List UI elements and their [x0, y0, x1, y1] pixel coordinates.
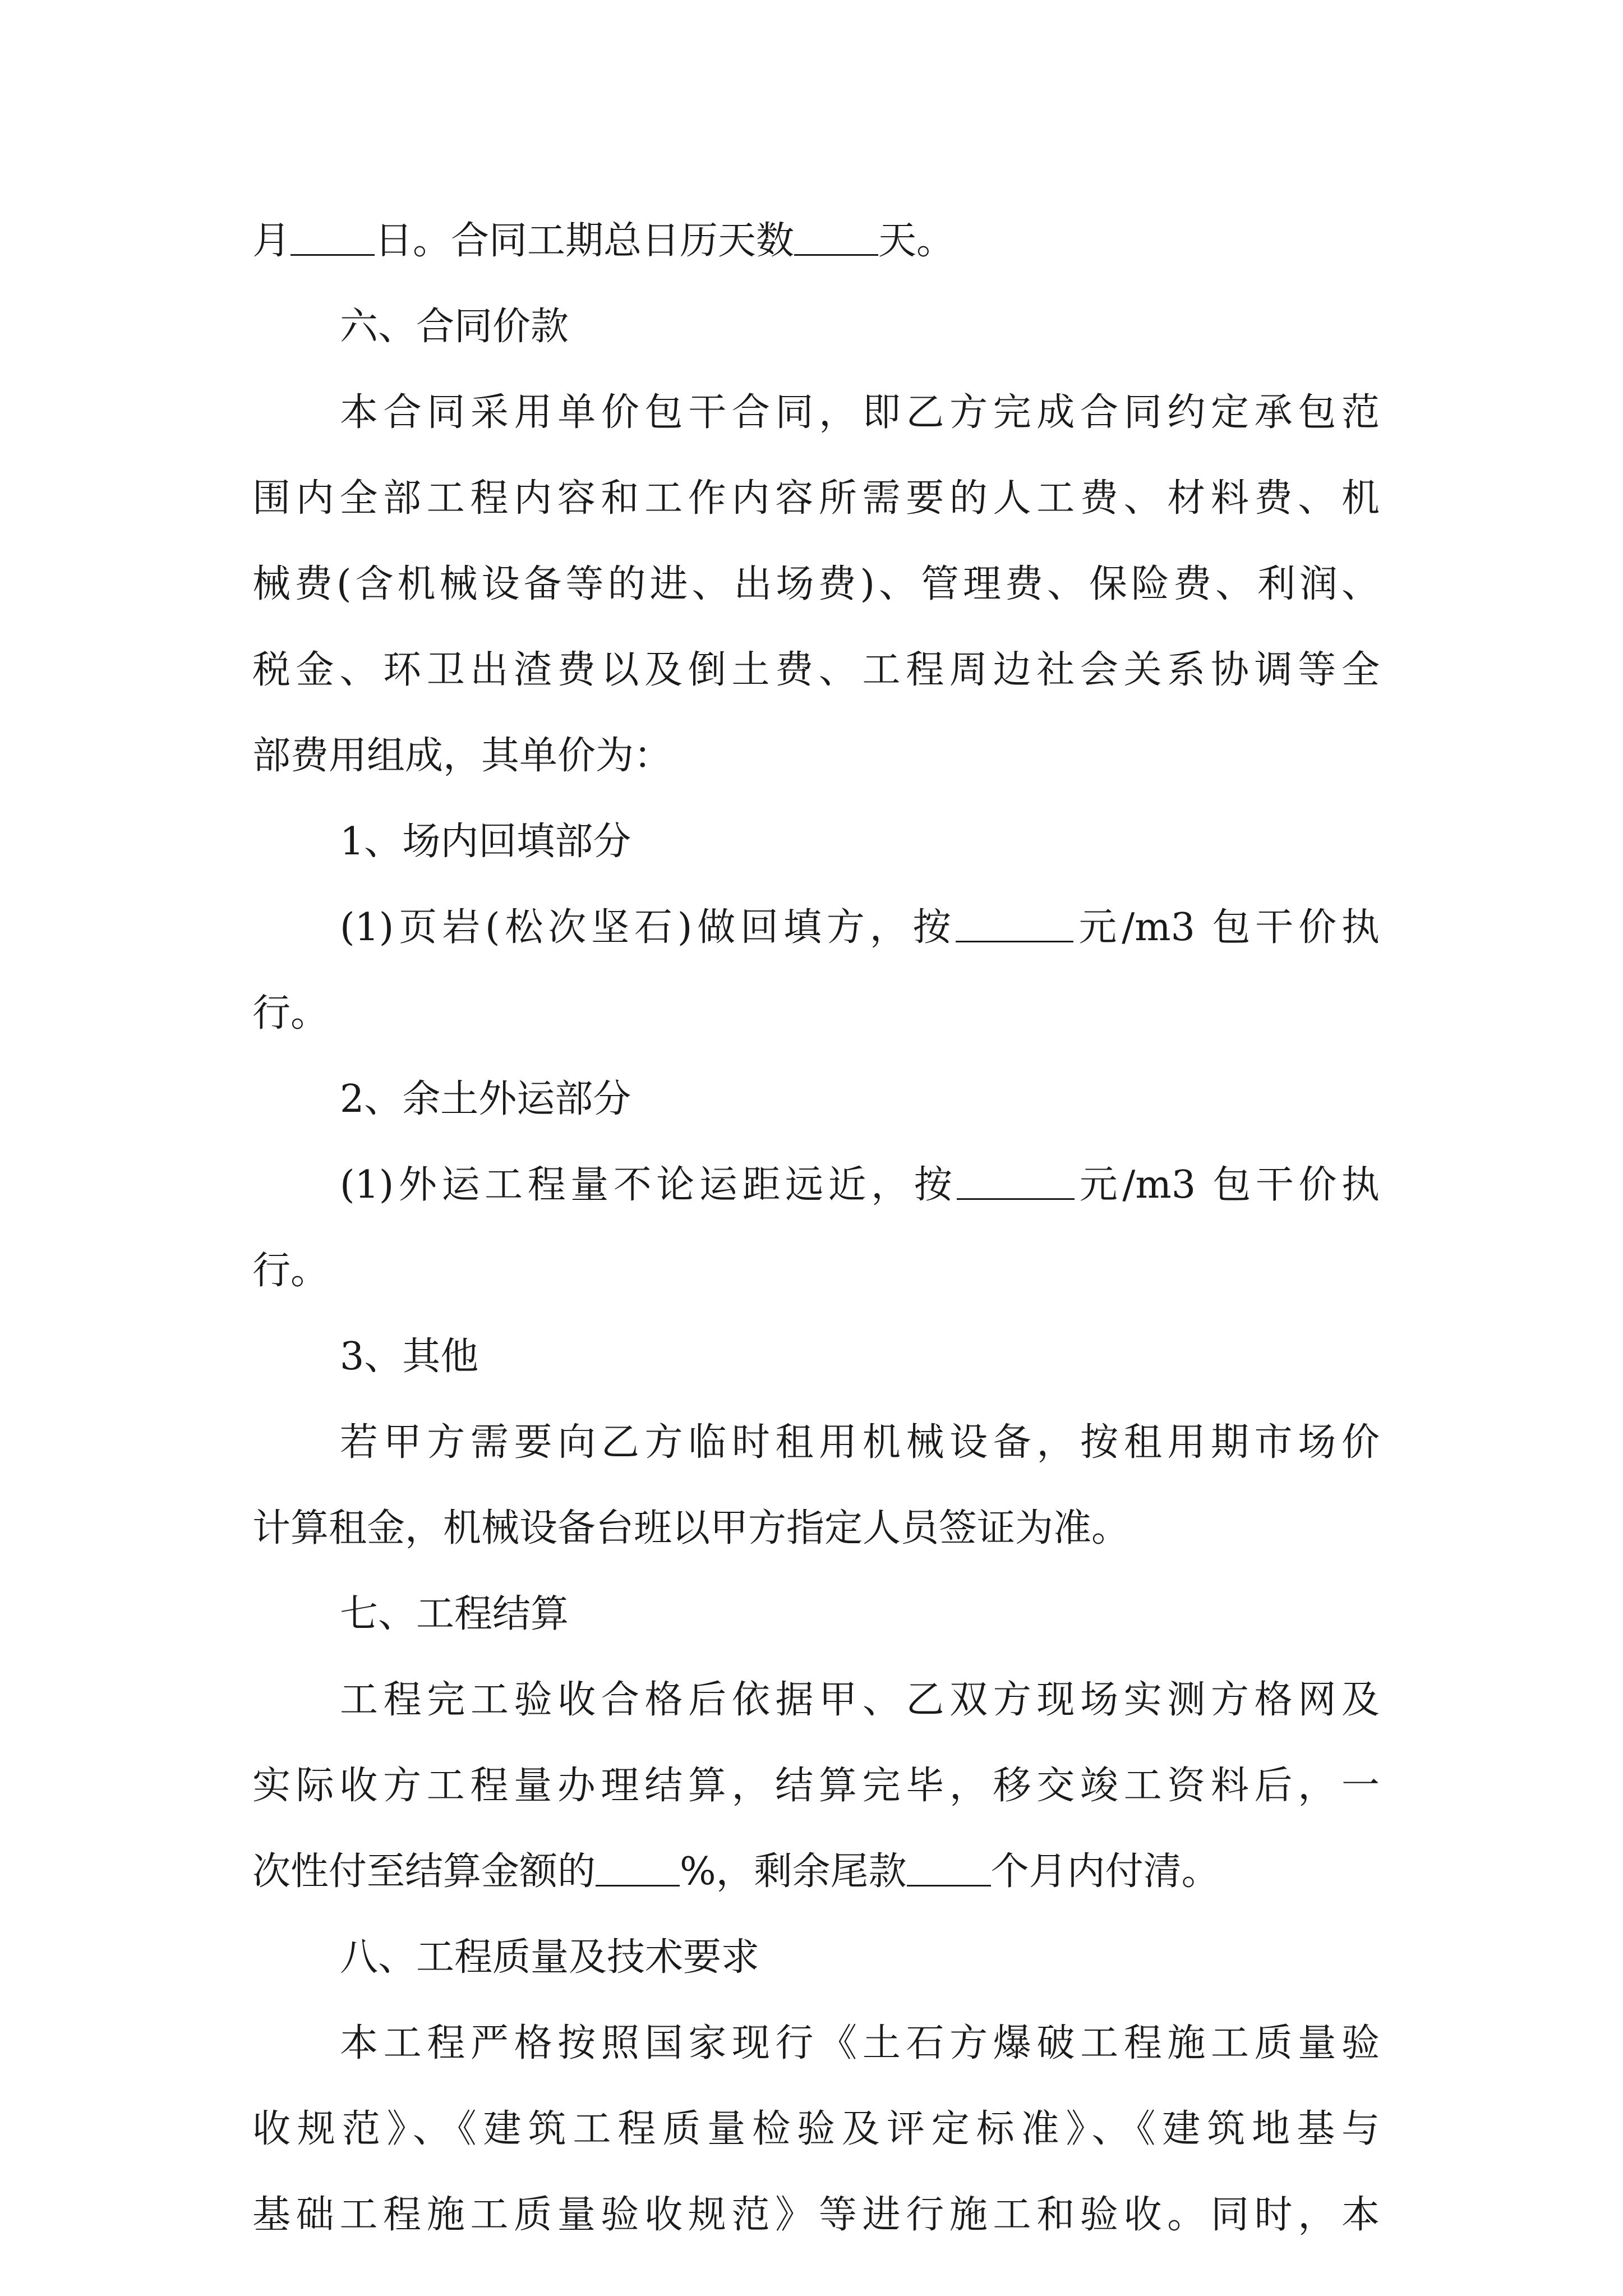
- paragraph-line: 行。: [252, 991, 329, 1036]
- paragraph-line: 税金、环卫出渣费以及倒土费、工程周边社会关系协调等全: [252, 648, 1380, 692]
- paragraph-line: 围内全部工程内容和工作内容所需要的人工费、材料费、机: [252, 476, 1380, 521]
- removal-price-line: [340, 1157, 1380, 1213]
- text-segment: %，剩余尾款: [680, 1849, 907, 1894]
- paragraph-line: 部费用组成，其单价为：: [252, 734, 672, 778]
- paragraph-line: 本合同采用单价包干合同，即乙方完成合同约定承包范: [340, 390, 1380, 435]
- fill-in-blank-backfill-price[interactable]: [956, 940, 1073, 942]
- paragraph-line: 行。: [252, 1249, 329, 1293]
- backfill-price-line: [340, 900, 1380, 956]
- paragraph-line: 械费(含机械设备等的进、出场费)、管理费、保险费、利润、: [252, 562, 1380, 606]
- paragraph-line: 工程完工验收合格后依据甲、乙双方现场实测方格网及: [340, 1678, 1380, 1722]
- fill-in-blank-total-days[interactable]: [794, 254, 878, 256]
- text-segment: (1)外运工程量不论运距远近，按: [340, 1163, 957, 1207]
- fill-in-blank-removal-price[interactable]: [957, 1198, 1075, 1200]
- paragraph-line: 基础工程施工质量验收规范》等进行施工和验收。同时，本: [252, 2193, 1380, 2237]
- paragraph-line: 实际收方工程量办理结算，结算完毕，移交竣工资料后，一: [252, 1764, 1380, 1808]
- paragraph-line: 本工程严格按照国家现行《土石方爆破工程施工质量验: [340, 2021, 1380, 2065]
- payment-terms-line: [252, 1844, 1380, 1900]
- subheading-other: 3、其他: [340, 1335, 479, 1379]
- text-segment: (1)页岩(松次坚石)做回填方，按: [340, 905, 956, 950]
- section-heading-contract-price: 六、合同价款: [340, 305, 569, 349]
- text-segment: 月: [252, 219, 291, 263]
- fill-in-blank-percent[interactable]: [596, 1884, 680, 1887]
- fill-in-blank-day[interactable]: [291, 254, 375, 256]
- text-segment: 元/m3 包干价执: [1073, 905, 1380, 950]
- paragraph-line: 若甲方需要向乙方临时租用机械设备，按租用期市场价: [340, 1420, 1380, 1465]
- contract-period-line: [252, 213, 1380, 269]
- paragraph-line: 计算租金，机械设备台班以甲方指定人员签证为准。: [252, 1506, 1130, 1550]
- subheading-earth-removal: 2、余土外运部分: [340, 1077, 631, 1121]
- subheading-backfill: 1、场内回填部分: [340, 820, 631, 864]
- fill-in-blank-months[interactable]: [907, 1884, 991, 1887]
- text-segment: 次性付至结算金额的: [252, 1849, 596, 1894]
- paragraph-line: 收规范》、《建筑工程质量检验及评定标准》、《建筑地基与: [252, 2107, 1380, 2151]
- section-heading-settlement: 七、工程结算: [340, 1592, 569, 1636]
- text-segment: 个月内付清。: [990, 1849, 1220, 1894]
- section-heading-quality: 八、工程质量及技术要求: [340, 1935, 760, 1980]
- text-segment: 元/m3 包干价执: [1075, 1163, 1380, 1207]
- text-segment: 日。合同工期总日历天数: [375, 219, 795, 263]
- text-segment: 天。: [878, 219, 955, 263]
